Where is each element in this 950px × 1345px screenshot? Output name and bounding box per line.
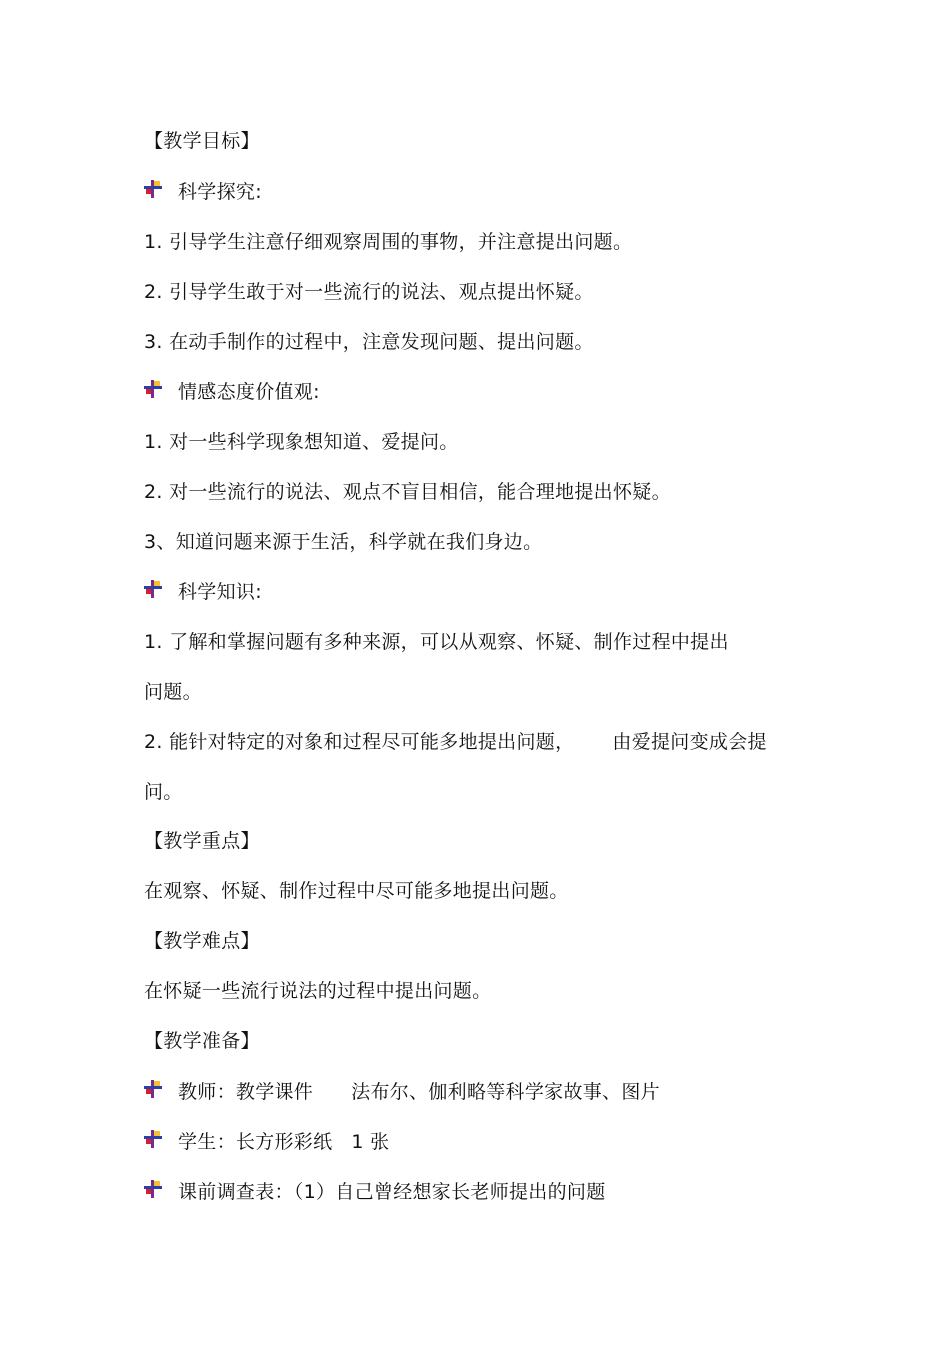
preparation-student-text: 学生：长方形彩纸 1 张 (178, 1131, 390, 1153)
preparation-survey-text: 课前调查表：（1）自己曾经想家长老师提出的问题 (178, 1181, 606, 1203)
knowledge-item-1-line-2: 问题。 (144, 681, 202, 703)
section-title-text: 科学知识: (178, 581, 262, 603)
preparation-teacher-text: 教师：教学课件 法布尔、伽利略等科学家故事、图片 (178, 1081, 660, 1103)
key-points-text: 在观察、怀疑、制作过程中尽可能多地提出问题。 (144, 880, 569, 902)
heading-preparation: 【教学准备】 (144, 1030, 260, 1052)
section-title-text: 情感态度价值观: (178, 381, 320, 403)
attitude-item-3: 3、知道问题来源于生活，科学就在我们身边。 (144, 531, 543, 553)
preparation-teacher (144, 1080, 660, 1104)
knowledge-item-2-line-1: 2. 能针对特定的对象和过程尽可能多地提出问题， 由爱提问变成会提 (144, 731, 767, 753)
heading-difficulties: 【教学难点】 (144, 930, 260, 952)
attitude-item-1: 1. 对一些科学现象想知道、爱提问。 (144, 431, 459, 453)
bullet-flag-icon (144, 380, 162, 398)
preparation-survey (144, 1180, 606, 1204)
section-title-text: 科学探究: (178, 181, 262, 203)
bullet-flag-icon (144, 1130, 162, 1148)
bullet-flag-icon (144, 1080, 162, 1098)
bullet-flag-icon (144, 1180, 162, 1198)
preparation-student (144, 1130, 389, 1154)
knowledge-item-2-line-2: 问。 (144, 781, 183, 803)
difficulties-text: 在怀疑一些流行说法的过程中提出问题。 (144, 980, 492, 1002)
inquiry-item-2: 2. 引导学生敢于对一些流行的说法、观点提出怀疑。 (144, 281, 594, 303)
knowledge-item-1-line-1: 1. 了解和掌握问题有多种来源，可以从观察、怀疑、制作过程中提出 (144, 631, 729, 653)
heading-key-points: 【教学重点】 (144, 830, 260, 852)
attitude-item-2: 2. 对一些流行的说法、观点不盲目相信，能合理地提出怀疑。 (144, 481, 671, 503)
section-knowledge-title (144, 580, 262, 604)
inquiry-item-1: 1. 引导学生注意仔细观察周围的事物，并注意提出问题。 (144, 231, 633, 253)
bullet-flag-icon (144, 180, 162, 198)
bullet-flag-icon (144, 580, 162, 598)
inquiry-item-3: 3. 在动手制作的过程中，注意发现问题、提出问题。 (144, 331, 594, 353)
section-attitude-title (144, 380, 320, 404)
heading-teaching-objectives: 【教学目标】 (144, 130, 260, 152)
section-inquiry-title (144, 180, 262, 204)
